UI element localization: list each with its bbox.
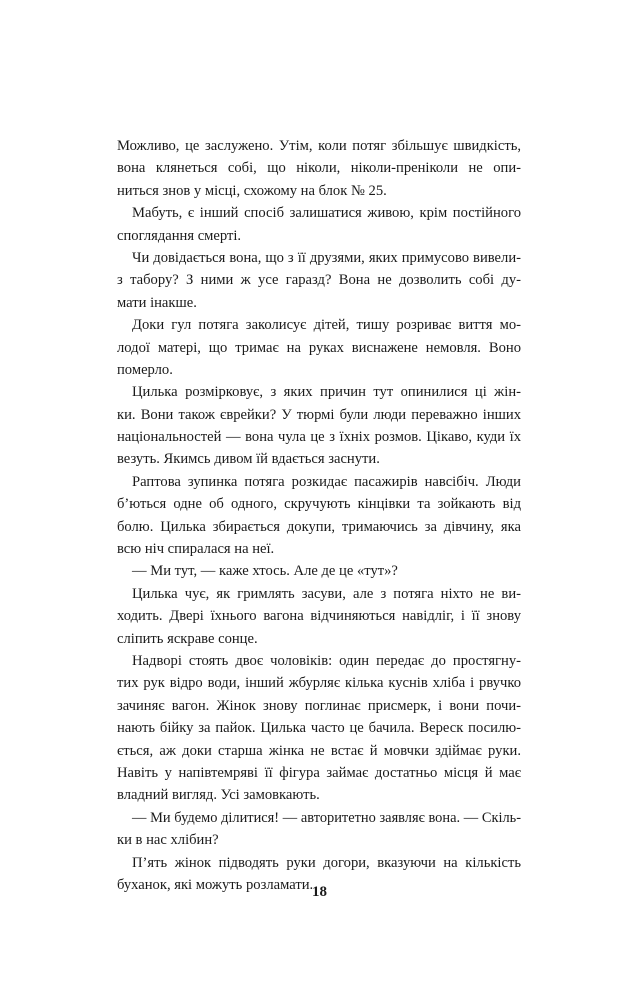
text-line: Надворі стоять двоє чоловіків: один передає до простягну-: [132, 652, 521, 669]
text-line: тих рук відро води, інший жбурляє кілька куснів хліба і рвучко: [117, 675, 521, 692]
text-line: ходить. Двері їхнього вагона відчиняються навідліг, і її знову: [117, 608, 521, 625]
page-number: 18: [312, 884, 327, 900]
text-line: ки. Вони також єврейки? У тюрмі були люди переважно інших: [117, 406, 521, 423]
text-line: Цилька чує, як гримлять засуви, але з потяга ніхто не ви-: [132, 585, 521, 602]
text-line: померло.: [117, 361, 173, 378]
text-line: сліпить яскраве сонце.: [117, 630, 258, 647]
text-line: — Ми тут, — каже хтось. Але де це «тут»?: [132, 563, 398, 580]
text-line: Мабуть, є інший спосіб залишатися живою, крім постійного: [132, 205, 521, 222]
text-line: мати інакше.: [117, 294, 197, 311]
text-line: буханок, які можуть розламати.: [117, 876, 314, 893]
text-line: всю ніч спиралася на неї.: [117, 541, 275, 558]
body-text: [117, 135, 521, 896]
text-line: Доки гул потяга заколисує дітей, тишу розриває виття мо-: [132, 317, 521, 334]
text-line: болю. Цилька збирається докупи, тримаючись за дівчину, яка: [117, 518, 521, 535]
text-line: зачиняє вагон. Жінок знову поглинає присмерк, і вони почи-: [117, 697, 521, 714]
text-line: — Ми будемо ділитися! — авторитетно заявляє вона. — Скіль-: [132, 809, 521, 826]
text-line: б’ються одне об одного, скручують кінцівки та зойкають від: [117, 496, 521, 513]
text-line: лодої матері, що тримає на руках виснажене немовля. Воно: [117, 339, 521, 356]
text-line: Можливо, це заслужено. Утім, коли потяг збільшує швидкість,: [117, 138, 521, 154]
text-line: національностей — вона чула це з їхніх розмов. Цікаво, куди їх: [117, 429, 521, 446]
text-line: ниться знов у місці, схожому на блок № 25.: [117, 182, 387, 199]
text-line: нають бійку за пайок. Цилька часто це бачила. Вереск посилю-: [117, 720, 521, 737]
text-line: Цилька розмірковує, з яких причин тут опинилися ці жін-: [132, 384, 521, 401]
text-line: споглядання смерті.: [117, 227, 242, 244]
text-line: Навіть у напівтемряві її фігура займає достатньо місця й має: [117, 764, 521, 781]
text-line: везуть. Якимсь дивом їй вдається заснути.: [117, 451, 380, 468]
text-line: Чи довідається вона, що з її друзями, яких примусово вивели-: [132, 249, 521, 266]
text-line: ється, аж доки старша жінка не встає й мовчки здіймає руки.: [117, 742, 521, 759]
text-line: П’ять жінок підводять руки догори, вказуючи на кількість: [132, 854, 521, 871]
text-line: владний вигляд. Усі замовкають.: [117, 787, 320, 804]
text-line: з табору? З ними ж усе гаразд? Вона не дозволить собі ду-: [117, 272, 521, 289]
text-line: вона клянеться собі, що ніколи, ніколи-преніколи не опи-: [117, 160, 521, 177]
text-line: ки в нас хлібин?: [117, 832, 219, 849]
text-line: Раптова зупинка потяга розкидає пасажирів навсібіч. Люди: [132, 473, 521, 490]
